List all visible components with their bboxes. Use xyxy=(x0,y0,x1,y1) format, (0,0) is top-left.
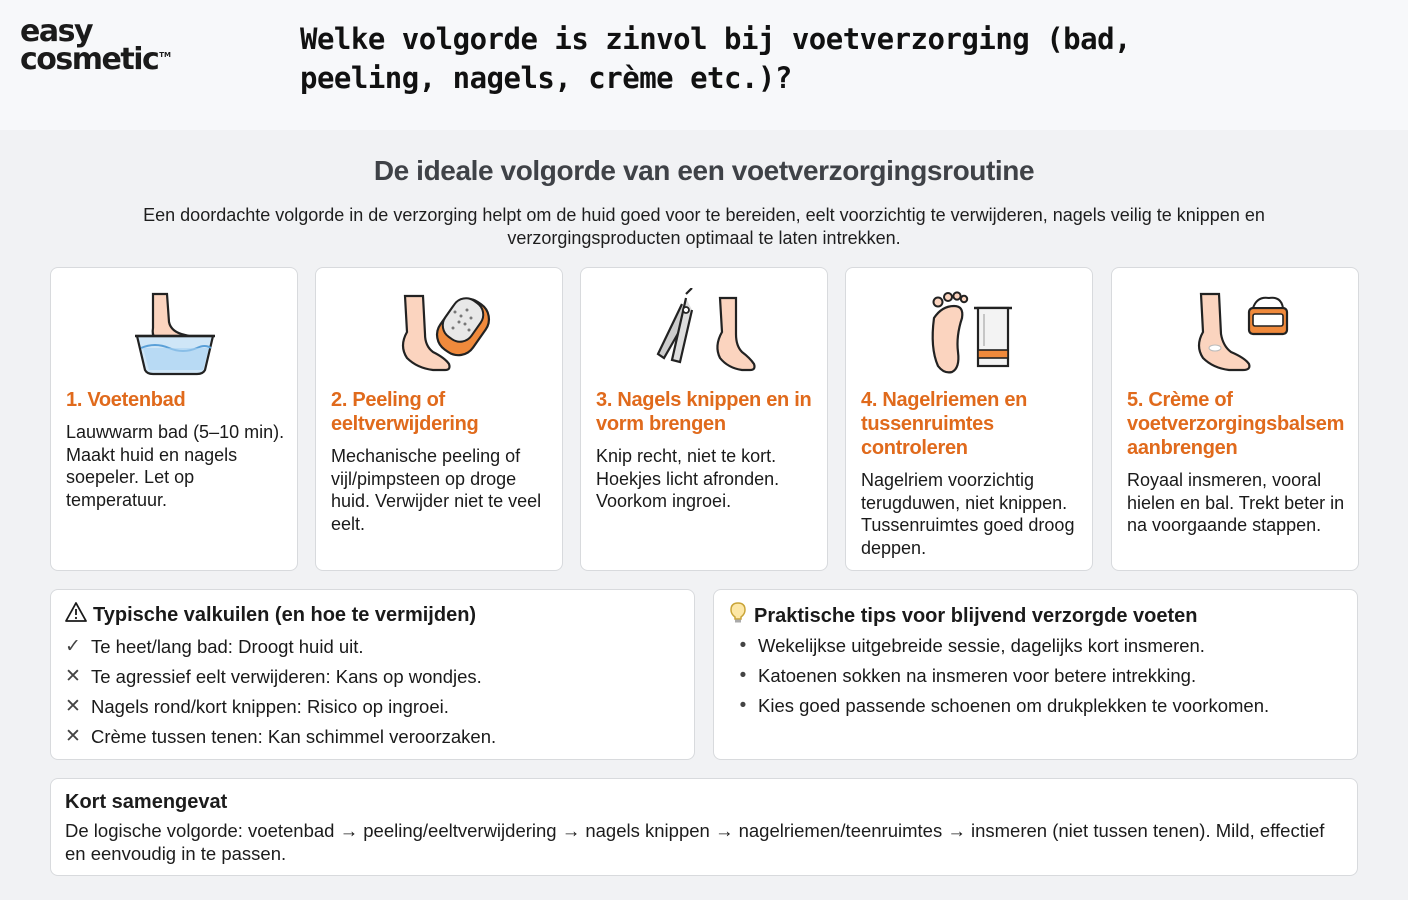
infographic-title: De ideale volgorde van een voetverzorgingsroutine xyxy=(373,155,1035,186)
tip-text: Wekelijkse uitgebreide sessie, dagelijks kort insmeren. xyxy=(758,635,1205,656)
cream-jar-icon xyxy=(1112,288,1360,378)
summary-box xyxy=(50,778,1358,876)
foot-bath-icon xyxy=(51,288,299,378)
brand-line-2: cosmetic xyxy=(20,41,159,77)
step-title-5: 5. Crème of voetverzorgingsbalsem aanbrengen xyxy=(1127,389,1345,459)
tip-text: Kies goed passende schoenen om drukplekken te voorkomen. xyxy=(758,695,1270,716)
step-text-2: Mechanische peeling of vijl/pimpsteen op droge huid. Verwijder niet te veel eelt. xyxy=(331,446,542,534)
bullet: • xyxy=(739,665,747,686)
bullet: • xyxy=(739,635,747,656)
step-text-3: Knip recht, niet te kort. Hoekjes licht afronden. Voorkom ingroei. xyxy=(596,446,780,511)
step-card-1 xyxy=(50,267,298,571)
pitfall-item xyxy=(65,635,364,658)
brand-logo[interactable] xyxy=(20,14,180,77)
step-title-4: 4. Nagelriemen en tussenruimtes controleren xyxy=(861,389,1028,459)
lightbulb-icon xyxy=(728,602,748,630)
tips-box xyxy=(713,589,1358,760)
infographic-intro: Een doordachte volgorde in de verzorging helpt om de huid goed voor te bereiden, eelt voorzichtig te verwijderen, nagels veilig te knippen en verzorgingsproducten optimaal te laten intrekken. xyxy=(143,205,1265,248)
check-icon: ✓ xyxy=(65,636,81,657)
pitfalls-title xyxy=(65,602,476,628)
summary-text: De logische volgorde: voetenbad → peeling/eeltverwijdering → nagels knippen → nagelriemen/teenruimtes → insmeren (niet tussen tenen). Mild, effectief en eenvoudig in te passen. xyxy=(65,820,1325,864)
tip-item xyxy=(728,695,1269,717)
cross-icon: ✕ xyxy=(65,696,81,717)
tips-title-text: Praktische tips voor blijvend verzorgde voeten xyxy=(754,604,1198,627)
pitfall-item xyxy=(65,725,496,748)
tip-item xyxy=(728,665,1196,687)
header xyxy=(0,0,1408,130)
summary-title: Kort samengevat xyxy=(65,791,228,813)
cross-icon: ✕ xyxy=(65,666,81,687)
brand-line-1: easy xyxy=(20,14,93,49)
pitfall-item xyxy=(65,695,449,718)
pumice-stone-icon xyxy=(316,288,564,378)
step-text-1: Lauwwarm bad (5–10 min). Maakt huid en nagels soepeler. Let op temperatuur. xyxy=(66,422,285,510)
nail-clipper-icon xyxy=(581,288,829,378)
tip-text: Katoenen sokken na insmeren voor betere intrekking. xyxy=(758,665,1197,686)
warning-icon xyxy=(65,602,87,628)
step-card-3 xyxy=(580,267,828,571)
step-card-5 xyxy=(1111,267,1359,571)
tips-title xyxy=(728,602,1197,630)
step-title-3: 3. Nagels knippen en in vorm brengen xyxy=(596,389,812,435)
pitfall-item xyxy=(65,665,482,688)
pitfall-text: Te heet/lang bad: Droogt huid uit. xyxy=(91,635,364,657)
towel-icon xyxy=(846,288,1094,378)
trademark: TM xyxy=(159,50,172,59)
question-title: Welke volgorde is zinvol bij voetverzorging (bad, peeling, nagels, crème etc.)? xyxy=(300,22,1132,95)
step-title-1: 1. Voetenbad xyxy=(66,389,186,411)
bullet: • xyxy=(739,695,747,716)
step-card-4 xyxy=(845,267,1093,571)
pitfall-text: Nagels rond/kort knippen: Risico op ingroei. xyxy=(91,695,449,717)
step-text-4: Nagelriem voorzichtig terugduwen, niet knippen. Tussenruimtes goed droog deppen. xyxy=(861,470,1075,558)
step-title-2: 2. Peeling of eeltverwijdering xyxy=(331,389,479,435)
tip-item xyxy=(728,635,1205,657)
step-text-5: Royaal insmeren, vooral hielen en bal. Trekt beter in na voorgaande stappen. xyxy=(1127,470,1345,535)
cross-icon: ✕ xyxy=(65,726,81,747)
pitfalls-box xyxy=(50,589,695,760)
pitfall-text: Crème tussen tenen: Kan schimmel veroorzaken. xyxy=(91,725,497,747)
step-card-2 xyxy=(315,267,563,571)
pitfall-text: Te agressief eelt verwijderen: Kans op wondjes. xyxy=(91,665,482,687)
pitfalls-title-text: Typische valkuilen (en hoe te vermijden) xyxy=(93,603,477,626)
